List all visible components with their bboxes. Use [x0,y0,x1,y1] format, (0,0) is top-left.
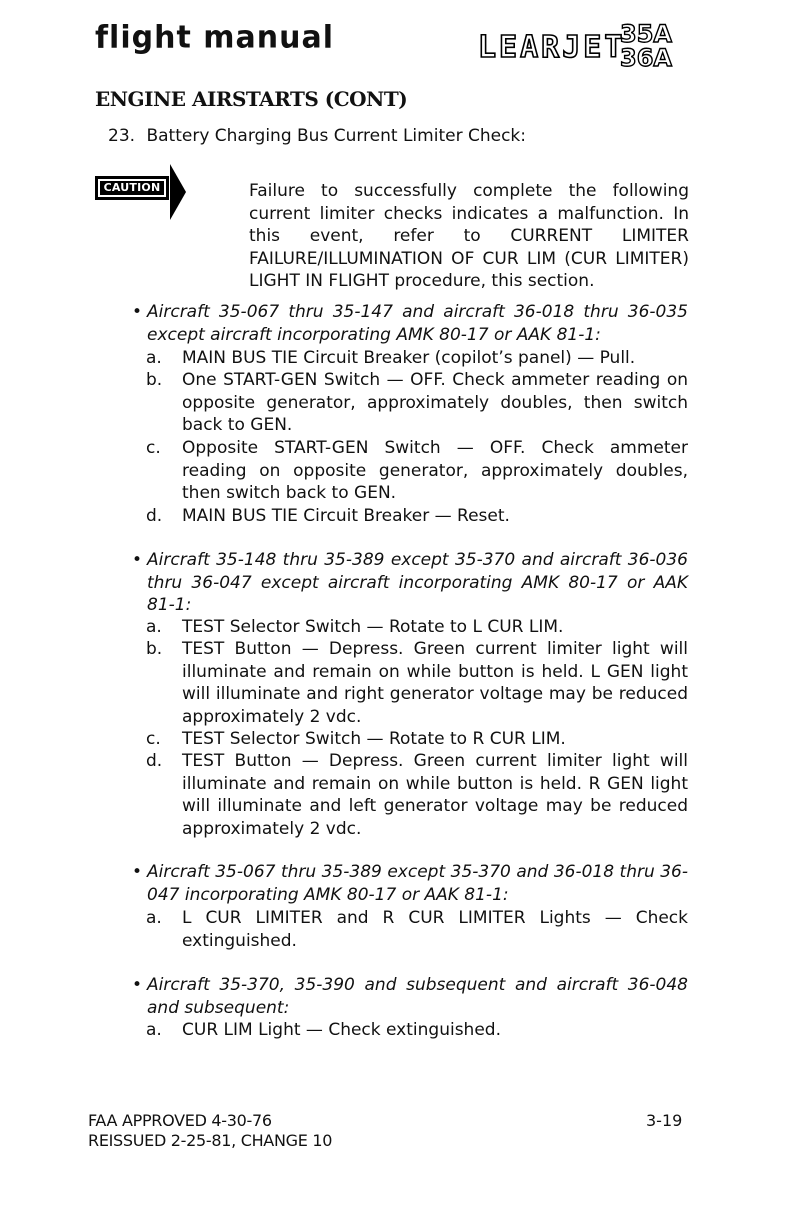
list-item: a. L CUR LIMITER and R CUR LIMITER Lights — Check extinguished. [146,908,688,951]
applicability-heading-1: • Aircraft 35-067 thru 35-147 and aircraft 36-018 thru 36-035 except aircraft incorporating AMK 80-17 or AAK 81-1: [132,302,688,345]
applicability-heading-4: • Aircraft 35-370, 35-390 and subsequent and aircraft 36-048 and subsequent: [132,975,688,1018]
list-item: b. One START-GEN Switch — OFF. Check ammeter reading on opposite generator, approximately doubles, then switch back to GEN. [146,370,688,436]
list-item: c. TEST Selector Switch — Rotate to R CUR LIM. [146,729,566,749]
applicability-heading-2: • Aircraft 35-148 thru 35-389 except 35-370 and aircraft 36-036 thru 36-047 except aircraft incorporating AMK 80-17 or AAK 81-1: [132,550,688,616]
model-35a: 35A [620,20,672,48]
section-title: ENGINE AIRSTARTS (CONT) [95,87,408,111]
list-item: b. TEST Button — Depress. Green current limiter light will illuminate and remain on while button is held. L GEN light will illuminate and right generator voltage may be reduced approximately 2 vdc. [146,639,688,727]
caution-label: CAUTION [100,181,164,195]
item-title: Battery Charging Bus Current Limiter Check: [146,126,526,146]
caution-text: Failure to successfully complete the following current limiter checks indicates a malfunction. In this event, refer to CURRENT LIMITER FAILURE/ILLUMINATION OF CUR LIM (CUR LIMITER) LIGHT IN FLIGHT procedure, this section. [249,181,689,292]
item-heading [108,126,526,146]
item-number: 23. [108,126,136,146]
list-item: a. MAIN BUS TIE Circuit Breaker (copilot’s panel) — Pull. [146,348,636,368]
footer-reissued: REISSUED 2-25-81, CHANGE 10 [88,1131,333,1150]
list-item: c. Opposite START-GEN Switch — OFF. Check ammeter reading on opposite generator, approximately doubles, then switch back to GEN. [146,438,688,504]
footer-approval [88,1111,332,1151]
applicability-heading-3: • Aircraft 35-067 thru 35-389 except 35-370 and 36-018 thru 36-047 incorporating AMK 80-17 or AAK 81-1: [132,862,688,905]
manual-title: flight manual [95,19,334,56]
footer-approved: FAA APPROVED 4-30-76 [88,1111,272,1130]
caution-arrow-icon [170,164,186,220]
model-36a: 36A [620,44,672,72]
list-item: a. TEST Selector Switch — Rotate to L CUR LIM. [146,617,564,637]
brand-name: LEARJET [478,30,626,65]
list-item: d. MAIN BUS TIE Circuit Breaker — Reset. [146,506,510,526]
caution-badge [95,176,169,200]
page-number: 3-19 [646,1111,683,1130]
list-item: a. CUR LIM Light — Check extinguished. [146,1020,501,1040]
list-item: d. TEST Button — Depress. Green current limiter light will illuminate and remain on while button is held. R GEN light will illuminate and left generator voltage may be reduced approximately 2 vdc. [146,751,688,839]
